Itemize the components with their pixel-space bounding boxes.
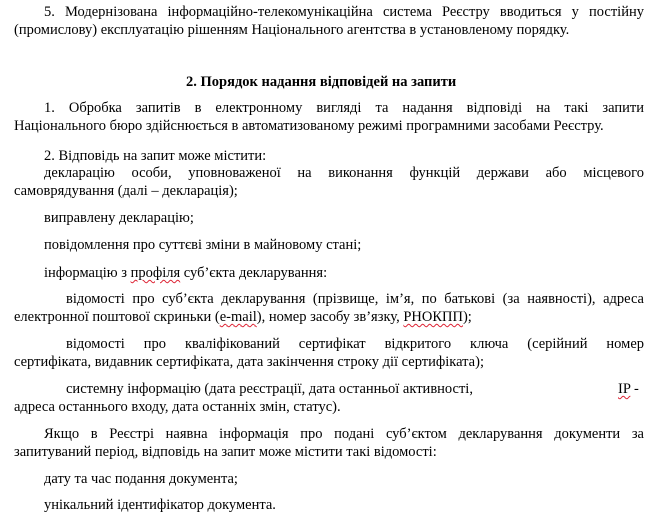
- item-corrected-declaration: виправлену декларацію;: [44, 210, 194, 226]
- item-significant-changes: повідомлення про суттєві зміни в майновому стані;: [44, 237, 362, 253]
- para-2-2-line-1: 2. Відповідь на запит може містити:: [44, 148, 267, 164]
- para-5-line-2: (промислову) експлуатацію рішенням Національного агентства в установленому порядку.: [14, 22, 570, 38]
- sub-item-subject-info-line-1: відомості про суб’єкта декларування (прізвище, ім’я, по батькові (за наявності), адреса: [66, 291, 644, 307]
- sub-item-system-info-ip: IP -: [618, 381, 639, 397]
- item-profile-info: інформацію з профіля суб’єкта декларування:: [44, 265, 328, 281]
- para-if-info-line-2: запитуваний період, відповідь на запит може містити такі відомості:: [14, 444, 437, 460]
- sub-item-system-info-line-1: системну інформацію (дата реєстрації, дата останньої активності,: [66, 381, 473, 397]
- para-2-1-line-1: 1. Обробка запитів в електронному вигляді та надання відповіді на такі запити: [44, 100, 644, 116]
- sub-item-subject-info-line-2: електронної поштової скриньки (e-mail), номер засобу зв’язку, РНОКПП);: [14, 309, 472, 325]
- sub-item-system-info-line-2: адреса останнього входу, дата останніх змін, статус).: [14, 399, 341, 415]
- email-word: e-mail: [219, 309, 257, 325]
- ip-word: IP: [618, 381, 631, 397]
- section-heading: 2. Порядок надання відповідей на запити: [186, 74, 457, 90]
- para-if-info-line-1: Якщо в Реєстрі наявна інформація про подані суб’єктом декларування документи за: [44, 426, 644, 442]
- profile-word: профіля: [130, 265, 181, 281]
- sub-item-certificate-line-2: сертифіката, видавник сертифіката, дата закінчення строку дії сертифіката);: [14, 354, 484, 370]
- sub-item-certificate-line-1: відомості про кваліфікований сертифікат відкритого ключа (серійний номер: [66, 336, 644, 352]
- para-2-2-line-3: самоврядування (далі – декларація);: [14, 183, 238, 199]
- item-unique-identifier: унікальний ідентифікатор документа.: [44, 497, 276, 513]
- para-2-2-line-2: декларацію особи, уповноваженої на виконання функцій держави або місцевого: [44, 165, 644, 181]
- para-5-line-1: 5. Модернізована інформаційно-телекомунікаційна система Реєстру вводиться у постійну: [44, 4, 644, 20]
- para-2-1-line-2: Національного бюро здійснюється в автоматизованому режимі програмними засобами Реєстру.: [14, 118, 604, 134]
- rnokpp-word: РНОКПП: [403, 309, 463, 325]
- item-submission-datetime: дату та час подання документа;: [44, 471, 238, 487]
